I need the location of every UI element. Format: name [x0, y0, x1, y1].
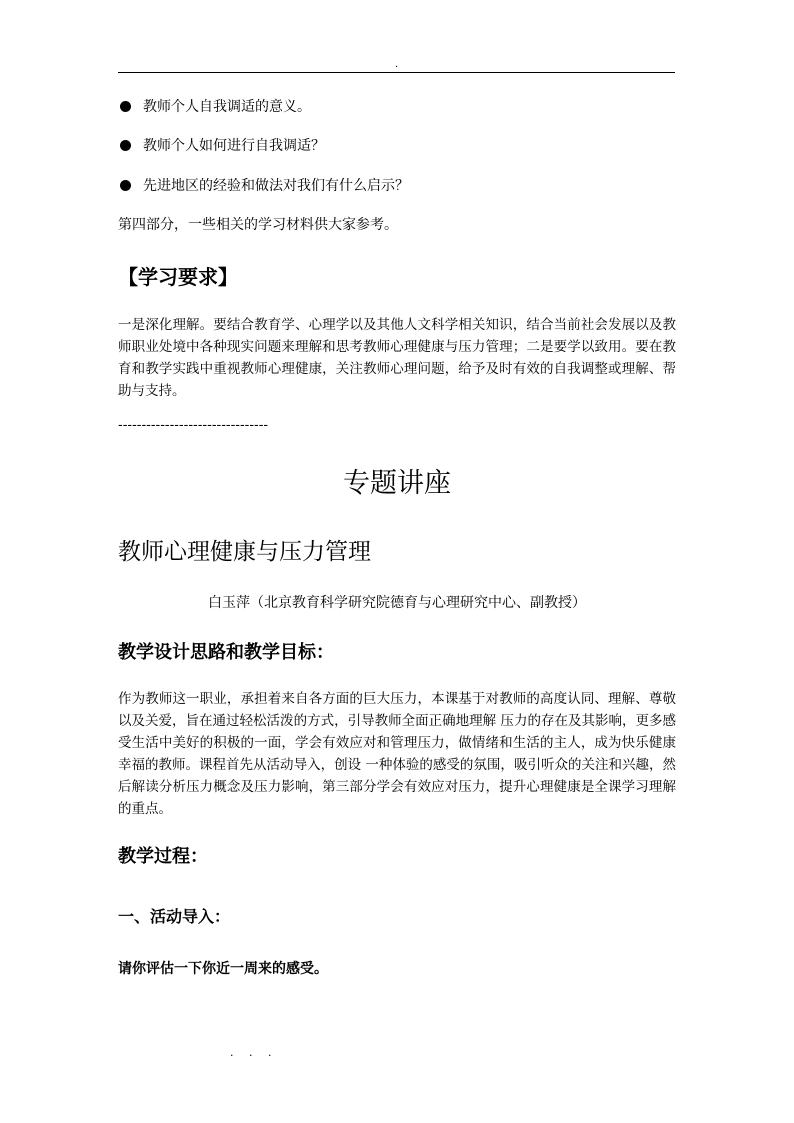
divider-dashes: --------------------------------	[118, 418, 269, 433]
bullet-text: 教师个人自我调适的意义。	[143, 99, 311, 115]
footer-marks: . . .	[230, 1046, 278, 1059]
article-title: 教师心理健康与压力管理	[118, 539, 371, 565]
design-heading: 教学设计思路和教学目标：	[118, 642, 334, 663]
activity-heading: 一、活动导入：	[118, 907, 231, 926]
header-mark: .	[395, 59, 399, 70]
lecture-title: 专题讲座	[343, 468, 451, 499]
bullet-dot-icon	[120, 140, 131, 151]
bullet-item	[120, 97, 311, 117]
bullet-dot-icon	[120, 101, 131, 112]
part-four-text: 第四部分，一些相关的学习材料供大家参考。	[118, 217, 398, 233]
study-requirements-text: 一是深化理解。要结合教育学、心理学以及其他人文科学相关知识，结合当前社会发展以及教师职业处境中各种现实问题来理解和思考教师心理健康与压力管理；二是要学以致用。要在教育和教学实践中重视教师心理健康，关注教师心理问题，给予及时有效的自我调整或理解、帮助与支持。	[118, 317, 676, 399]
study-requirements-heading: 【学习要求】	[118, 265, 238, 289]
bullet-text: 教师个人如何进行自我调适？	[143, 138, 325, 154]
design-text: 作为教师这一职业，承担着来自各方面的巨大压力，本课基于对教师的高度认同、理解、尊敬以及关爱，旨在通过轻松活泼的方式，引导教师全面正确地理解 压力的存在及其影响，更多感受生活中美好的积极的一面，学会有效应对和管理压力，做情绪和生活的主人，成为快乐健康幸福的教师。课程首先从活动导入，创设 一种体验的感受的氛围，吸引听众的关注和兴趣，然后解读分析压力概念及压力影响，第三部分学会有效应对压力，提升心理健康是全课学习理解的重点。	[118, 691, 676, 817]
bullet-item	[120, 176, 409, 196]
bullet-text: 先进地区的经验和做法对我们有什么启示？	[143, 178, 409, 194]
bullet-dot-icon	[120, 180, 131, 191]
author-line: 白玉萍（北京教育科学研究院德育与心理研究中心、副教授）	[208, 595, 586, 611]
process-heading: 教学过程：	[118, 846, 208, 867]
bullet-item	[120, 136, 325, 156]
header-rule	[118, 72, 675, 73]
activity-prompt: 请你评估一下你近一周来的感受。	[118, 961, 328, 977]
